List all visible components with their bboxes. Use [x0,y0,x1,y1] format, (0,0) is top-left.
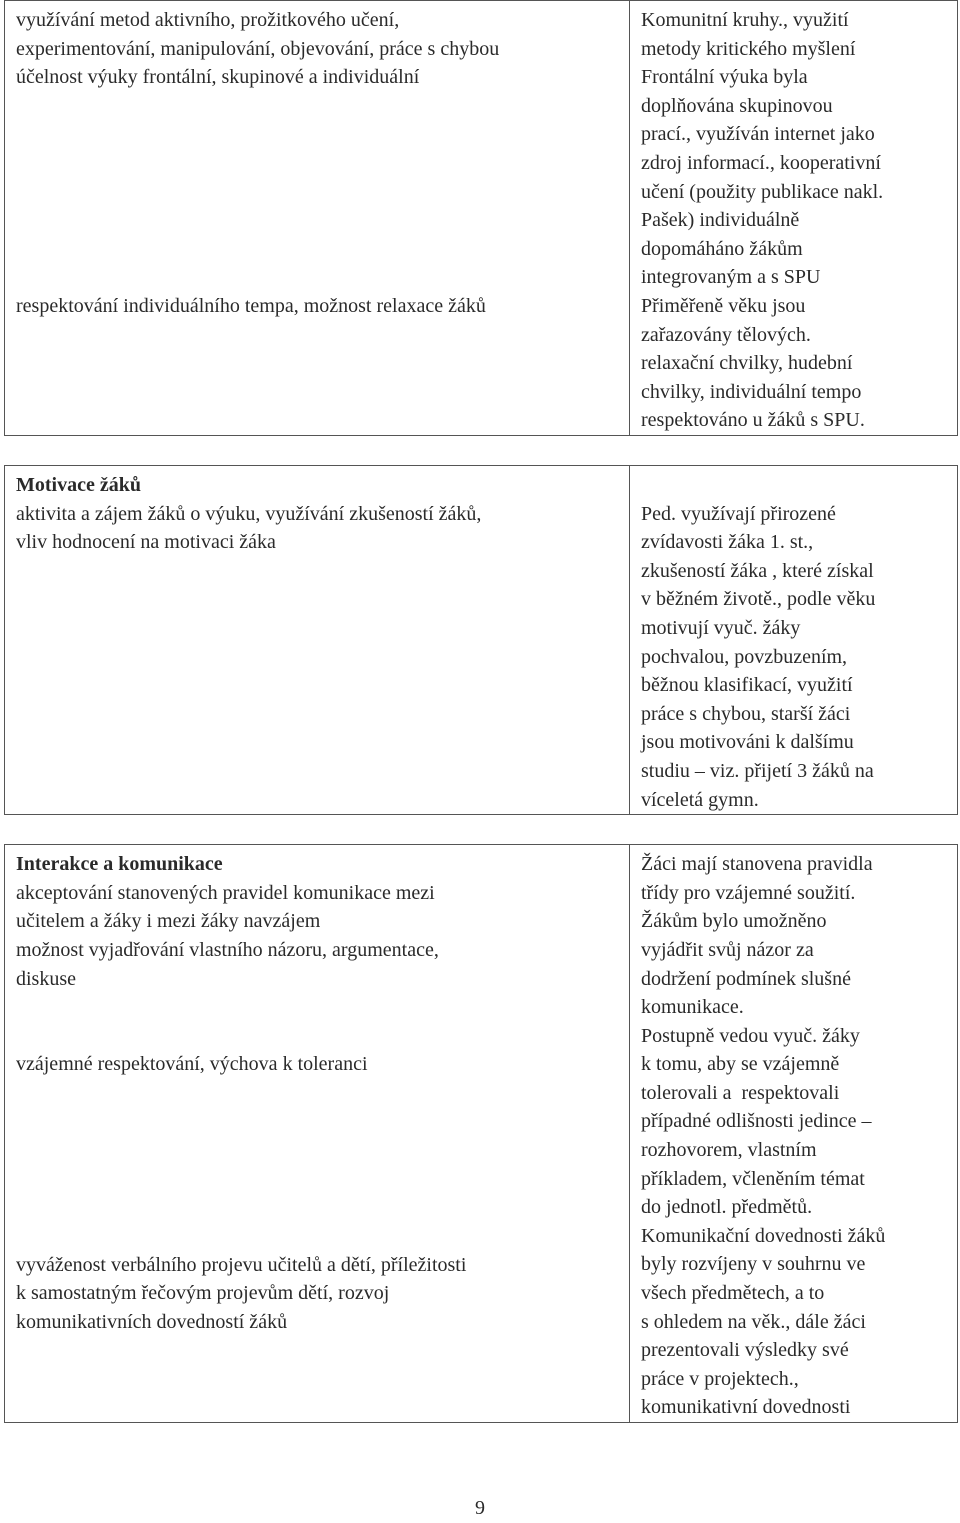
table-spacer [5,436,958,466]
text-line: do jednotl. předmětů. [641,1196,813,1219]
text-line: Ped. využívají přirozené [641,502,836,525]
text-line: akceptování stanovených pravidel komunikace mezi [16,881,435,904]
text-line: případné odlišnosti jedince – [641,1110,872,1133]
text-line: příkladem, včleněním témat [641,1167,865,1190]
text-line: motivují vyuč. žáky [641,616,801,639]
text-line: rozhovorem, vlastním [641,1139,817,1162]
text-line: komunikativních dovedností žáků [16,1310,288,1333]
text-line: Komunikační dovednosti žáků [641,1224,886,1247]
text-line: k tomu, aby se vzájemně [641,1053,840,1076]
right-cell-methods [630,1,958,436]
text-line: studiu – viz. přijetí 3 žáků na [641,759,874,782]
text-line: využívání metod aktivního, prožitkového učení, [16,9,400,31]
text-line: pochvalou, povzbuzením, [641,645,848,668]
text-line: třídy pro vzájemné soužití. [641,881,856,904]
table-row-methods [5,1,958,436]
text-line: experimentování, manipulování, objevování, práce s chybou [16,37,500,60]
text-line: prací., využíván internet jako [641,123,875,146]
section-heading: Interakce a komunikace [16,853,223,876]
text-line: práce v projektech., [641,1367,799,1390]
text-line: všech předmětech, a to [641,1282,825,1305]
text-line: vzájemné respektování, výchova k toleranci [16,1053,368,1076]
text-line: Postupně vedou vyuč. žáky [641,1024,860,1047]
text-line: diskuse [16,967,76,990]
page-number: 9 [475,1497,485,1519]
text-line: učení (použity publikace nakl. [641,180,884,203]
text-line: zdroj informací., kooperativní [641,151,881,174]
spacer [641,471,957,500]
spacer [16,993,629,1050]
text-line: zkušeností žáka , které získal [641,559,874,582]
text-line: doplňována skupinovou [641,94,833,117]
text-line: v běžném životě., podle věku [641,588,876,611]
text-line: práce s chybou, starší žáci [641,702,851,725]
text-line: běžnou klasifikací, využití [641,674,853,697]
text-line: chvilky, individuální tempo [641,380,862,403]
left-cell-motivation [5,466,630,815]
text-line: Žákům bylo umožněno [641,910,827,933]
text-line: respektování individuálního tempa, možnost relaxace žáků [16,294,486,317]
text-line: zařazovány tělových. [641,323,811,346]
text-line: možnost vyjadřování vlastního názoru, argumentace, [16,938,439,961]
text-line: k samostatným řečovým projevům dětí, rozvoj [16,1282,390,1305]
table-row-interaction [5,845,958,1423]
table-spacer [5,815,958,845]
text-line: prezentovali výsledky své [641,1339,849,1362]
text-line: respektováno u žáků s SPU. [641,409,865,432]
text-line: víceletá gymn. [641,788,759,811]
right-cell-interaction [630,845,958,1423]
left-cell-interaction [5,845,630,1423]
text-line: komunikace. [641,996,744,1019]
text-line: Frontální výuka byla [641,66,808,89]
text-line: tolerovali a respektovali [641,1081,840,1104]
text-line: Pašek) individuálně [641,209,800,232]
text-line: byly rozvíjeny v souhrnu ve [641,1253,866,1276]
text-line: účelnost výuky frontální, skupinové a individuální [16,66,420,89]
text-line: Žáci mají stanovena pravidla [641,853,873,876]
text-line: zvídavosti žáka 1. st., [641,531,814,554]
text-line: vliv hodnocení na motivaci žáka [16,531,276,554]
text-line: vyjádřit svůj názor za [641,938,814,961]
text-line: integrovaným a s SPU [641,266,821,289]
text-line: dopomáháno žákům [641,237,803,260]
text-line: metody kritického myšlení [641,37,856,60]
spacer [16,92,629,292]
table-row-motivation [5,466,958,815]
text-line: Přiměřeně věku jsou [641,294,806,317]
spacer [16,1079,629,1251]
text-line: Komunitní kruhy., využití [641,9,849,31]
text-line: s ohledem na věk., dále žáci [641,1310,866,1333]
evaluation-table [4,0,958,1423]
left-cell-methods [5,1,630,436]
text-line: dodržení podmínek slušné [641,967,851,990]
text-line: aktivita a zájem žáků o výuku, využívání zkušeností žáků, [16,502,482,525]
right-cell-motivation [630,466,958,815]
text-line: učitelem a žáky i mezi žáky navzájem [16,910,321,933]
text-line: jsou motivováni k dalšímu [641,731,854,754]
text-line: relaxační chvilky, hudební [641,352,853,375]
text-line: komunikativní dovednosti [641,1396,851,1419]
text-line: vyváženost verbálního projevu učitelů a dětí, příležitosti [16,1253,467,1276]
section-heading: Motivace žáků [16,474,141,496]
